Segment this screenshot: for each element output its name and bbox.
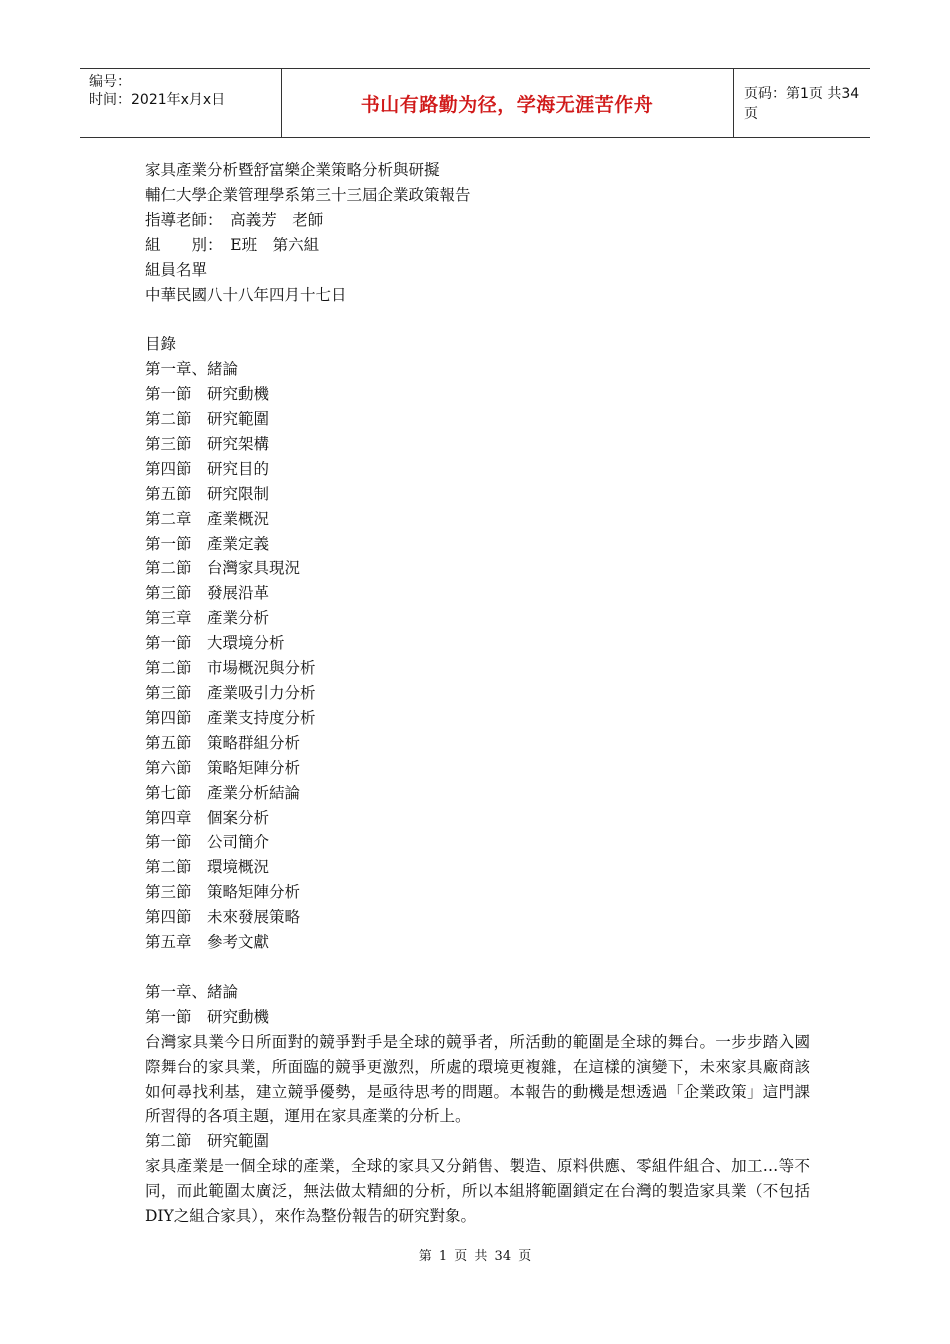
toc-item: 第四章 個案分析 xyxy=(145,808,270,827)
toc-item: 第一節 大環境分析 xyxy=(145,634,285,653)
toc-item: 第五章 參考文獻 xyxy=(145,933,270,952)
toc-item: 第二章 產業概況 xyxy=(145,509,270,528)
page-footer: 第 1 页 共 34 页 xyxy=(418,1249,532,1264)
toc-heading: 目錄 xyxy=(145,335,177,354)
header-motto: 书山有路勤为径，学海无涯苦作舟 xyxy=(360,93,654,116)
title-block xyxy=(145,158,810,307)
header-motto-cell xyxy=(281,69,734,137)
toc-item: 第四節 研究目的 xyxy=(145,459,270,478)
toc-item: 第三節 產業吸引力分析 xyxy=(145,684,316,703)
header-time-label: 时间：2021年x月x日 xyxy=(89,92,226,108)
chapter-one xyxy=(145,980,810,1229)
table-of-contents xyxy=(145,332,810,955)
page-header xyxy=(80,68,870,138)
toc-item: 第四節 產業支持度分析 xyxy=(145,708,316,727)
toc-item: 第一節 公司簡介 xyxy=(145,833,270,852)
toc-item: 第一節 研究動機 xyxy=(145,385,270,404)
toc-item: 第四節 未來發展策略 xyxy=(145,908,301,927)
section-paragraph: 家具產業是一個全球的產業，全球的家具又分銷售、製造、原料供應、零組件組合、加工…等不同，而此範圍太廣泛，無法做太精細的分析，所以本組將範圍鎖定在台灣的製造家具業（不包括DIY之組合家具），來作為整份報告的研究對象。 xyxy=(145,1157,810,1226)
toc-item: 第一章、緒論 xyxy=(145,360,239,379)
section-title: 第一節 研究動機 xyxy=(145,1007,270,1026)
header-page-cell xyxy=(733,69,870,137)
toc-item: 第三節 發展沿革 xyxy=(145,584,270,603)
report-group: 組 別： E班 第六組 xyxy=(145,235,320,254)
header-page-label: 页码：第1页 共34页 xyxy=(744,86,860,122)
report-title: 家具產業分析暨舒富樂企業策略分析與研擬 xyxy=(145,161,440,179)
toc-item: 第五節 研究限制 xyxy=(145,484,270,503)
chapter-title: 第一章、緒論 xyxy=(145,982,239,1001)
toc-item: 第六節 策略矩陣分析 xyxy=(145,758,301,777)
toc-item: 第三節 策略矩陣分析 xyxy=(145,883,301,902)
header-meta-cell xyxy=(80,69,282,137)
section-paragraph: 台灣家具業今日所面對的競爭對手是全球的競爭者，所活動的範圍是全球的舞台。一步步踏入國際舞台的家具業，所面臨的競爭更激烈，所處的環境更複雜，在這樣的演變下，未來家具廠商該如何尋找利基，建立競爭優勢，是亟待思考的問題。本報告的動機是想透過「企業政策」這門課所習得的各項主題，運用在家具產業的分析上。 xyxy=(145,1032,810,1126)
toc-item: 第三節 研究架構 xyxy=(145,434,270,453)
toc-item: 第三章 產業分析 xyxy=(145,609,270,628)
report-members: 組員名單 xyxy=(145,260,208,279)
report-date: 中華民國八十八年四月十七日 xyxy=(145,285,347,304)
section-title: 第二節 研究範圍 xyxy=(145,1132,270,1151)
toc-item: 第二節 環境概況 xyxy=(145,858,270,877)
document-body xyxy=(145,158,810,1229)
toc-item: 第二節 研究範圍 xyxy=(145,410,270,429)
toc-item: 第二節 市場概況與分析 xyxy=(145,659,316,678)
toc-item: 第七節 產業分析結論 xyxy=(145,783,301,802)
header-number-label: 编号： xyxy=(89,74,131,90)
report-department: 輔仁大學企業管理學系第三十三屆企業政策報告 xyxy=(145,185,471,204)
report-advisor: 指導老師： 高義芳 老師 xyxy=(145,210,324,229)
toc-item: 第五節 策略群組分析 xyxy=(145,733,301,752)
toc-item: 第一節 產業定義 xyxy=(145,534,270,553)
toc-item: 第二節 台灣家具現況 xyxy=(145,559,301,578)
